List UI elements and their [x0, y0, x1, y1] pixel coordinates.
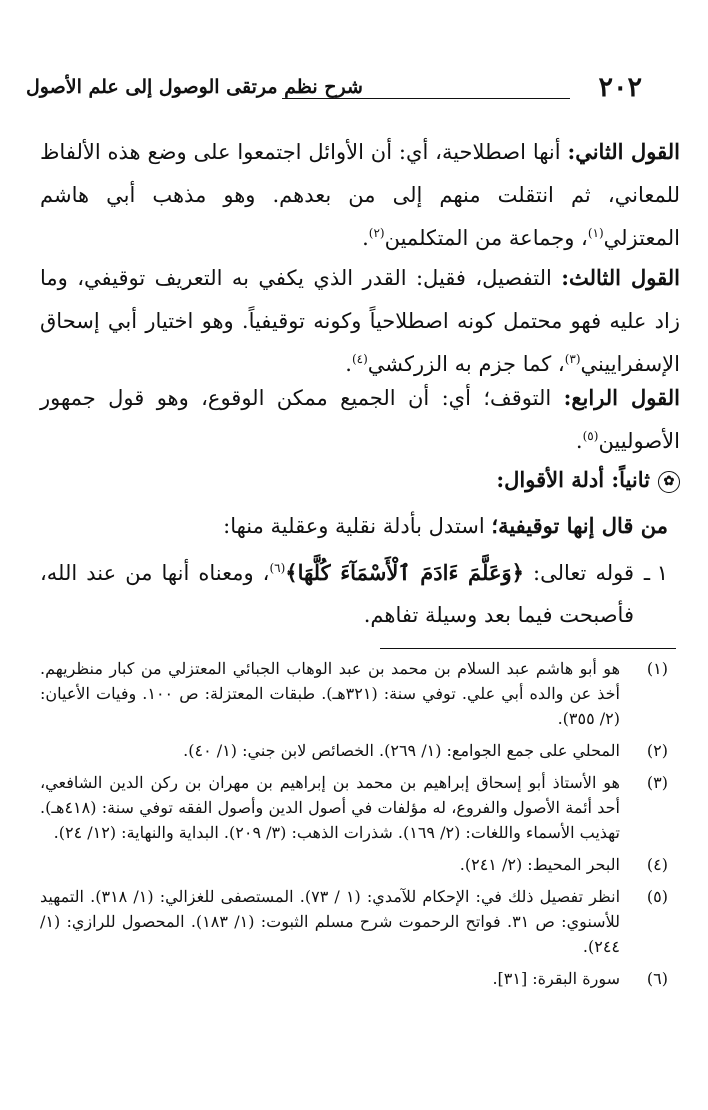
footnote-number: (٣) [646, 773, 668, 792]
paragraph-text: التوقف؛ أي: أن الجميع ممكن الوقوع، وهو قول جمهور الأصوليين [40, 386, 680, 453]
paragraph-lead: القول الرابع: [563, 385, 680, 410]
paragraph-text: . [362, 226, 369, 250]
paragraph-second-opinion [40, 130, 680, 260]
paragraph-lead: القول الثاني: [567, 139, 680, 164]
paragraph-lead: القول الثالث: [561, 265, 680, 290]
footnote-ref: (٢) [368, 226, 385, 240]
item-text: ، ومعناه أنها من عند الله، فأصبحت فيما بعد وسيلة تفاهم. [40, 561, 634, 627]
footnote-text: البحر المحيط: (٢/ ٢٤١). [459, 855, 620, 874]
footnote-number: (٤) [646, 855, 668, 874]
footnote-ref: (٥) [582, 429, 599, 443]
page-header [20, 72, 650, 112]
paragraph-text: ، وجماعة من المتكلمين [384, 226, 588, 250]
numbered-item [40, 552, 668, 636]
header-rule [282, 98, 570, 99]
footnote-text: سورة البقرة: [٣١]. [492, 969, 620, 988]
footnote [40, 966, 668, 991]
footnote-ref: (٤) [351, 352, 368, 366]
subheading [40, 508, 668, 544]
item-body [40, 552, 634, 636]
page-number: ٢٠٢ [598, 72, 642, 103]
quran-verse: ﴿وَعَلَّمَ ءَادَمَ ٱلْأَسْمَآءَ كُلَّهَا﴾ [285, 560, 524, 585]
footnote-number: (١) [646, 659, 668, 678]
footnote-text: هو الأستاذ أبو إسحاق إبراهيم بن محمد بن إبراهيم بن مهران بن ركن الدين الشافعي، أحد أئمة الأصول والفروع، له مؤلفات في أصول الدين وأصول الفقه توفي سنة: (٤١٨هـ). تهذيب الأسماء واللغات: (٢/ ١٦٩). شذرات الذهب: (٣/ ٢٠٩). البداية والنهاية: (١٢/ ٢٤). [40, 773, 620, 842]
footnote-text: هو أبو هاشم عبد السلام بن محمد بن عبد الوهاب الجبائي المعتزلي من كبار منظريهم. أخذ عن والده أبي علي. توفي سنة: (٣٢١هـ). طبقات المعتزلة: ص ١٠٠. وفيات الأعيان: (٢/ ٣٥٥). [40, 659, 621, 728]
item-number: ١ ـ [643, 561, 668, 585]
footnote [40, 884, 668, 959]
item-text: قوله تعالى: [523, 561, 634, 585]
running-title: شرح نظم مرتقى الوصول إلى علم الأصول [26, 76, 363, 98]
footnote-ref: (١) [587, 226, 604, 240]
section-heading-text: ثانياً: أدلة الأقوال: [496, 467, 650, 492]
footnote-number: (٦) [646, 969, 668, 988]
footnote [40, 770, 668, 845]
subheading-lead: من قال إنها توقيفية؛ [491, 513, 668, 538]
footnote-number: (٢) [646, 741, 668, 760]
footnote-number: (٥) [646, 887, 668, 906]
paragraph-text: . [575, 429, 583, 453]
paragraph-text: ، كما جزم به الزركشي [367, 352, 565, 376]
subheading-text: استدل بأدلة نقلية وعقلية منها: [223, 514, 492, 538]
paragraph-text: أنها اصطلاحية، أي: أن الأوائل اجتمعوا على وضع هذه الألفاظ للمعاني، ثم انتقلت منهم إلى من بعدهم. وهو مذهب أبي هاشم المعتزلي [40, 140, 680, 250]
footnotes [40, 656, 668, 998]
footnote [40, 738, 668, 763]
flower-icon: ✿ [658, 471, 680, 493]
paragraph-third-opinion [40, 256, 680, 386]
footnote-ref: (٦) [269, 561, 286, 575]
footnote [40, 852, 668, 877]
footnote-text: المحلي على جمع الجوامع: (١/ ٢٦٩). الخصائص لابن جني: (١/ ٤٠). [183, 741, 620, 760]
paragraph-fourth-opinion [40, 376, 680, 463]
section-heading [40, 462, 680, 498]
paragraph-text: التفصيل، فقيل: القدر الذي يكفي به التعريف توقيفي، وما زاد عليه فهو محتمل كونه اصطلاحياً وكونه توقيفياً. وهو اختيار أبي إسحاق الإسفراييني [40, 266, 680, 376]
footnote-separator [380, 648, 676, 649]
paragraph-text: . [345, 352, 352, 376]
footnote [40, 656, 668, 731]
footnote-ref: (٣) [564, 352, 581, 366]
footnote-text: انظر تفصيل ذلك في: الإحكام للآمدي: (١ / ٧٣). المستصفى للغزالي: (١/ ٣١٨). التمهيد للأسنوي: ص ٣١. فواتح الرحموت شرح مسلم الثبوت: (١/ ١٨٣). المحصول للرازي: (١/ ٢٤٤). [40, 887, 621, 956]
